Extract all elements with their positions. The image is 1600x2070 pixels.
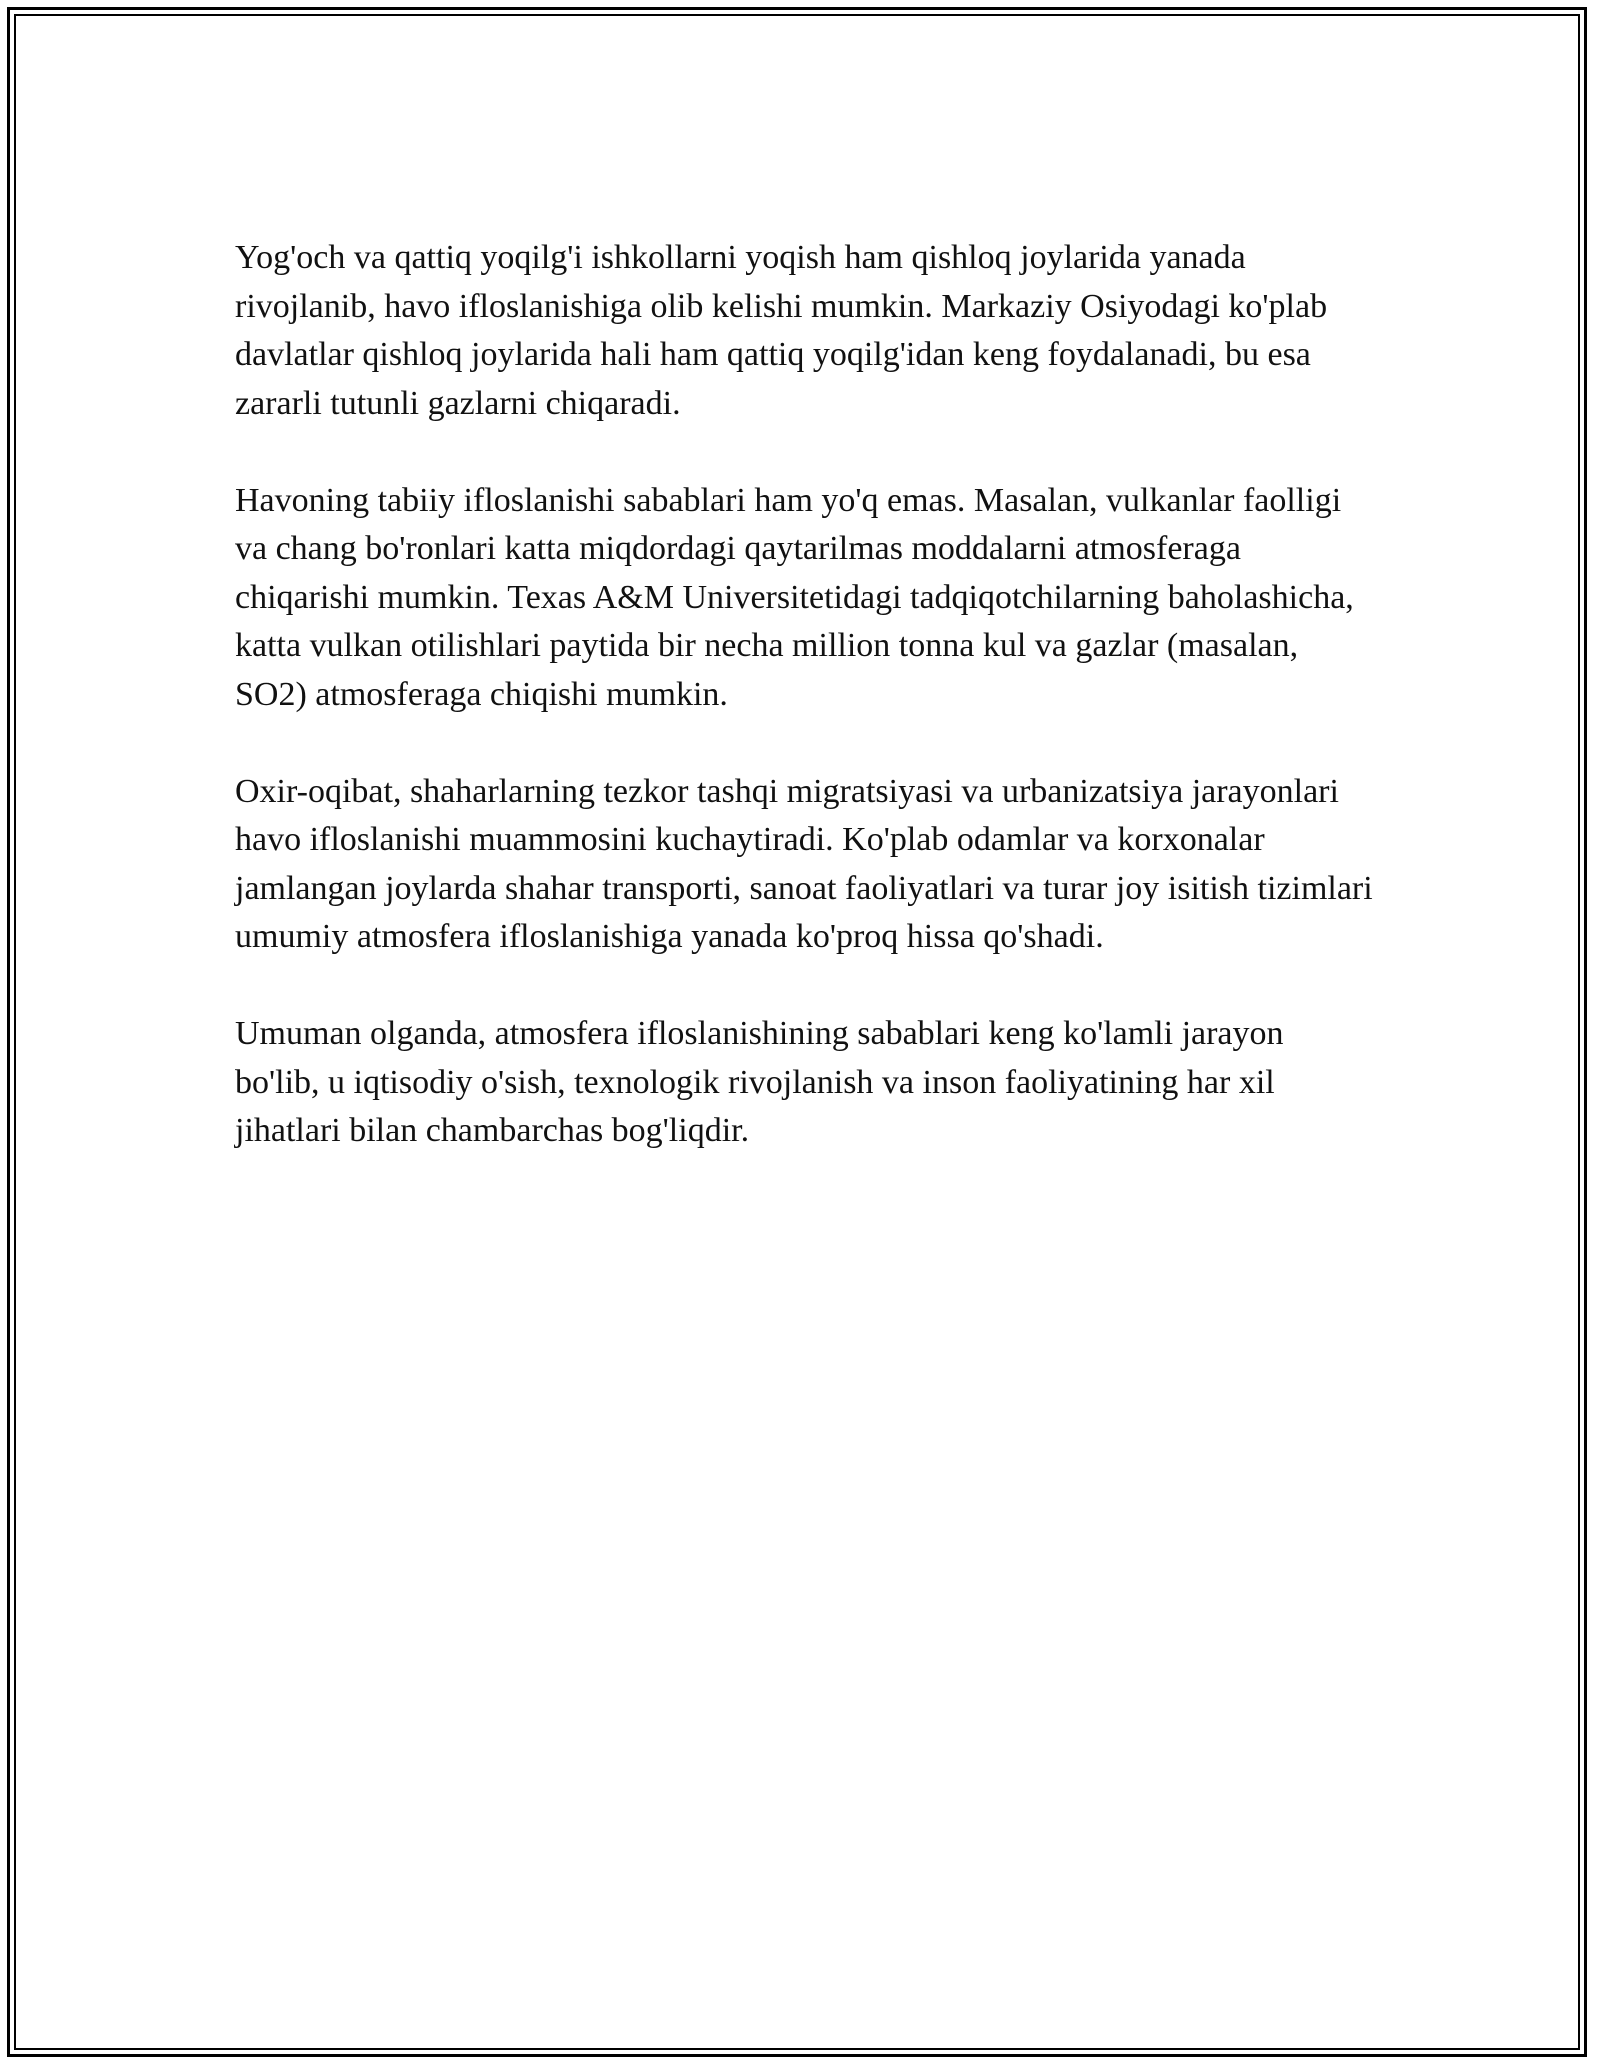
- paragraph-4: Umuman olganda, atmosfera ifloslanishining sabablari keng ko'lamli jarayon bo'lib, u iqtisodiy o'sish, texnologik rivojlanish va inson faoliyatining har xil jihatlari bilan chambarchas bog'liqdir.: [235, 1015, 1284, 1149]
- paragraph-2: Havoning tabiiy ifloslanishi sabablari ham yo'q emas. Masalan, vulkanlar faolligi va chang bo'ronlari katta miqdordagi qaytarilmas moddalarni atmosferaga chiqarishi mumkin. Texas A&M Universitetidagi tadqiqotchilarning baholashicha, katta vulkan otilishlari paytida bir necha million tonna kul va gazlar (masalan, SO2) atmosferaga chiqishi mumkin.: [235, 481, 1354, 713]
- document-body: [235, 234, 1375, 1204]
- paragraph-3: Oxir-oqibat, shaharlarning tezkor tashqi migratsiyasi va urbanizatsiya jarayonlari havo ifloslanishi muammosini kuchaytiradi. Ko'plab odamlar va korxonalar jamlangan joylarda shahar transporti, sanoat faoliyatlari va turar joy isitish tizimlari umumiy atmosfera ifloslanishiga yanada ko'proq hissa qo'shadi.: [235, 772, 1373, 955]
- paragraph-1: Yog'och va qattiq yoqilg'i ishkollarni yoqish ham qishloq joylarida yanada rivojlanib, havo ifloslanishiga olib kelishi mumkin. Markaziy Osiyodagi ko'plab davlatlar qishloq joylarida hali ham qattiq yoqilg'idan keng foydalanadi, bu esa zararli tutunli gazlarni chiqaradi.: [235, 239, 1328, 422]
